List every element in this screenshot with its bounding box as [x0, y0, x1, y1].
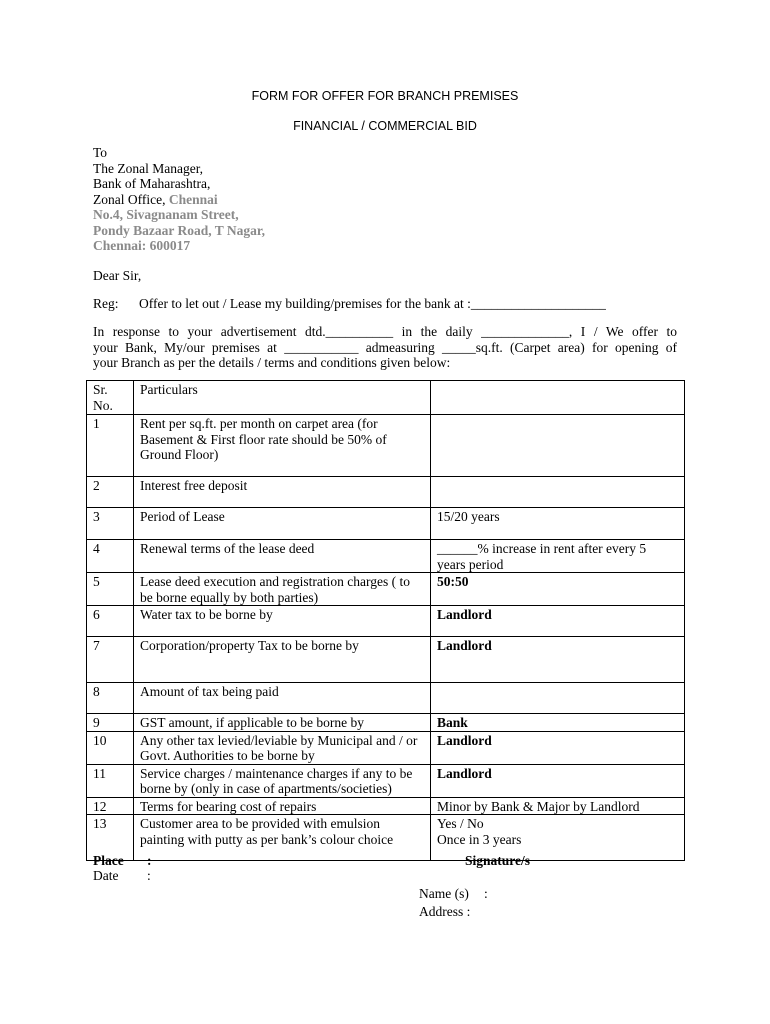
intro-line-1: In response to your advertisement dtd.__________ in the daily _____________, I / We offer to	[93, 324, 677, 339]
row-particulars: Period of Lease	[134, 508, 431, 540]
row-value-line-2: Once in 3 years	[437, 831, 522, 847]
row-sr: 6	[87, 606, 134, 637]
row-value: Landlord	[431, 764, 685, 797]
row-sr: 13	[87, 815, 134, 861]
row-particulars: Corporation/property Tax to be borne by	[134, 637, 431, 683]
table-row	[87, 637, 685, 683]
row-particulars: Terms for bearing cost of repairs	[134, 797, 431, 815]
address-to: To	[93, 145, 108, 160]
row-particulars: Water tax to be borne by	[134, 606, 431, 637]
address-label: Address :	[419, 904, 471, 919]
date-colon: :	[147, 868, 151, 883]
name-label: Name (s)	[419, 886, 469, 901]
row-value: Minor by Bank & Major by Landlord	[431, 797, 685, 815]
table-header-row	[87, 381, 685, 415]
salutation: Dear Sir,	[93, 268, 142, 283]
row-value: 50:50	[431, 573, 685, 606]
row-value: Landlord	[431, 731, 685, 764]
row-sr: 8	[87, 683, 134, 714]
row-sr: 7	[87, 637, 134, 683]
table-row	[87, 714, 685, 732]
reg-label: Reg:	[93, 296, 119, 311]
table-row	[87, 731, 685, 764]
row-value: ______% increase in rent after every 5 years period	[431, 540, 685, 573]
row-sr: 3	[87, 508, 134, 540]
recipient-address	[93, 145, 265, 254]
header-sr-no: Sr. No.	[87, 381, 134, 415]
address-line-1: The Zonal Manager,	[93, 160, 204, 176]
row-value	[431, 415, 685, 477]
address-line-3-prefix: Zonal Office,	[93, 191, 169, 207]
table-row	[87, 683, 685, 714]
table-row	[87, 797, 685, 815]
address-line-3	[93, 192, 265, 208]
row-value: Landlord	[431, 637, 685, 683]
table-row	[87, 764, 685, 797]
intro-line-3: your Branch as per the details / terms and conditions given below:	[93, 355, 451, 370]
row-sr: 11	[87, 764, 134, 797]
row-value: Bank	[431, 714, 685, 732]
address-line-4: No.4, Sivagnanam Street,	[93, 207, 239, 222]
row-particulars: GST amount, if applicable to be borne by	[134, 714, 431, 732]
row-sr: 10	[87, 731, 134, 764]
table-row	[87, 606, 685, 637]
address-city: Chennai	[168, 191, 218, 207]
table-row	[87, 540, 685, 573]
row-particulars: Any other tax levied/leviable by Municipal and / or Govt. Authorities to be borne by	[134, 731, 431, 764]
row-particulars: Interest free deposit	[134, 477, 431, 508]
row-particulars: Rent per sq.ft. per month on carpet area (for Basement & First floor rate should be 50% of Ground Floor)	[134, 415, 431, 477]
address-line-5: Pondy Bazaar Road, T Nagar,	[93, 222, 266, 238]
address-line-6: Chennai: 600017	[93, 238, 191, 253]
row-value-line-1: Yes / No	[437, 816, 484, 831]
table-row	[87, 815, 685, 861]
row-value	[431, 683, 685, 714]
signature-label: Signature/s	[465, 853, 531, 868]
date-label: Date	[93, 868, 119, 883]
table-row	[87, 415, 685, 477]
row-particulars: Service charges / maintenance charges if any to be borne by (only in case of apartments/societies)	[134, 764, 431, 797]
row-value: 15/20 years	[431, 508, 685, 540]
row-particulars: Customer area to be provided with emulsion painting with putty as per bank’s colour choice	[134, 815, 431, 861]
row-particulars: Lease deed execution and registration charges ( to be borne equally by both parties)	[134, 573, 431, 606]
form-subtitle: FINANCIAL / COMMERCIAL BID	[293, 119, 477, 133]
address-line-2: Bank of Maharashtra,	[93, 176, 211, 191]
intro-line-2: your Bank, My/our premises at ___________ admeasuring _____sq.ft. (Carpet area) for opening of	[93, 339, 677, 355]
row-sr: 4	[87, 540, 134, 573]
row-sr: 1	[87, 415, 134, 477]
table-row	[87, 573, 685, 606]
row-particulars: Amount of tax being paid	[134, 683, 431, 714]
row-particulars: Renewal terms of the lease deed	[134, 540, 431, 573]
place-label: Place	[93, 853, 124, 868]
header-particulars: Particulars	[134, 381, 431, 415]
intro-paragraph	[93, 324, 677, 371]
place-colon: :	[147, 853, 152, 868]
name-colon: :	[484, 886, 488, 901]
row-sr: 9	[87, 714, 134, 732]
row-sr: 2	[87, 477, 134, 508]
row-value: Landlord	[431, 606, 685, 637]
reg-line	[93, 296, 606, 312]
row-sr: 5	[87, 573, 134, 606]
table-row	[87, 508, 685, 540]
reg-text: Offer to let out / Lease my building/premises for the bank at :____________________	[139, 296, 606, 311]
header-value	[431, 381, 685, 415]
table-row	[87, 477, 685, 508]
form-title: FORM FOR OFFER FOR BRANCH PREMISES	[251, 89, 519, 103]
row-value	[431, 477, 685, 508]
terms-table	[86, 380, 685, 861]
row-sr: 12	[87, 797, 134, 815]
